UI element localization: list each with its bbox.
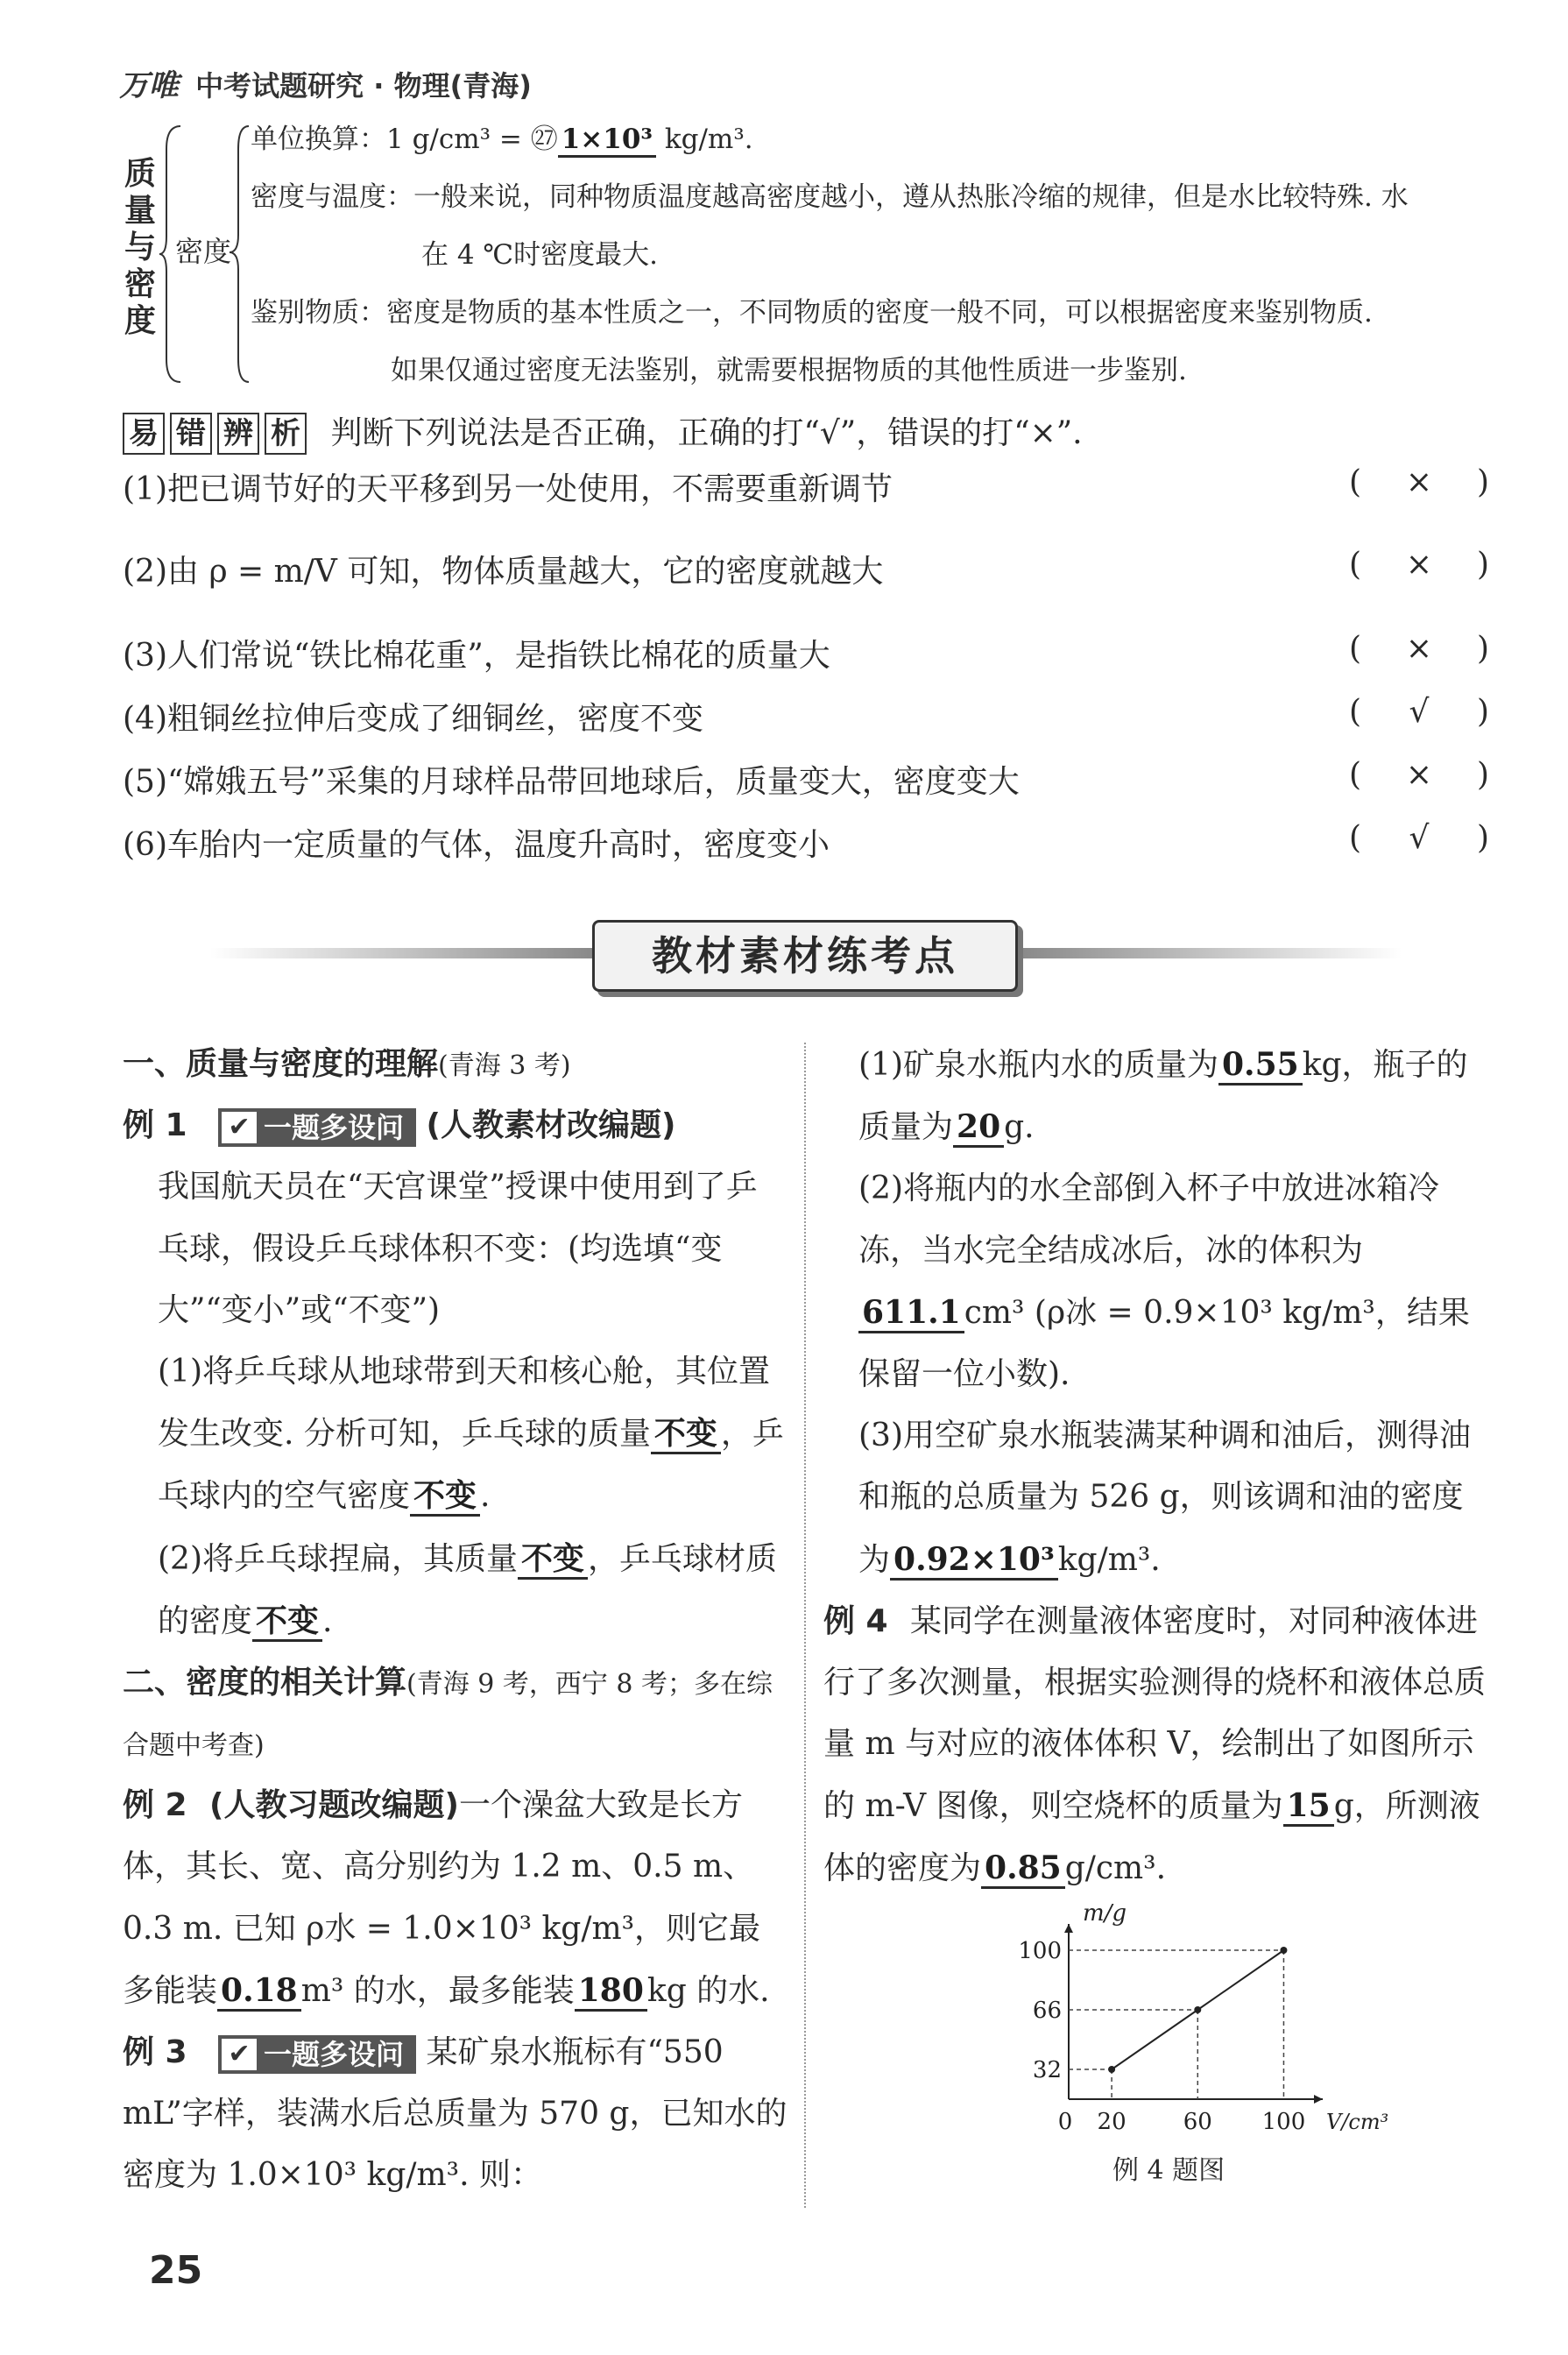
unit-answer: 1×10³: [558, 124, 656, 158]
example-3: 例 3 ✔ 一题多设问 某矿泉水瓶标有“550 mL”字样，装满水后总质量为 570 g，已知水的密度为 1.0×10³ kg/m³. 则：: [123, 2034, 788, 2194]
judgment-mark: √: [1409, 820, 1430, 856]
y-tick-label: 32: [1032, 2057, 1062, 2083]
x-tick-label: 0: [1057, 2109, 1073, 2135]
judgment-mark: ×: [1405, 547, 1433, 583]
data-point: [1194, 2006, 1201, 2013]
ex3-q3: (3)用空矿泉水瓶装满某种调和油后，测得油和瓶的总质量为 526 g，则该调和油的密度为 0.92×10³ kg/m³.: [823, 1405, 1489, 1591]
y-axis-arrow: [1064, 1924, 1073, 1933]
mv-chart: [1016, 1900, 1389, 2143]
ex3-q1: (1)矿泉水瓶内水的质量为 0.55 kg，瓶子的质量为 20 g.: [823, 1034, 1489, 1158]
section-heading-1: 一、质量与密度的理解(青海 3 考): [123, 1046, 571, 1082]
example-2: 例 2 (人教习题改编题)一个澡盆大致是长方体，其长、宽、高分别约为 1.2 m、0.5 m、0.3 m. 已知 ρ水 = 1.0×10³ kg/m³，则它最多能装 0.18 m³ 的水，最多能装 180 kg 的水.: [123, 1775, 788, 2022]
multi-question-badge: ✔ 一题多设问: [218, 2035, 416, 2074]
judgment-mark: ×: [1405, 631, 1433, 667]
density-temp-line-2: 在 4 ℃时密度最大.: [421, 239, 658, 271]
figure-caption: 例 4 题图: [1112, 2155, 1225, 2186]
column-divider: [804, 1043, 806, 2208]
data-point: [1280, 1947, 1287, 1954]
page-number: 25: [149, 2248, 203, 2293]
summary-lines: [251, 110, 1409, 400]
section-banner: 教材素材练考点: [592, 920, 1018, 992]
x-tick-label: 100: [1261, 2109, 1306, 2135]
left-column: [123, 1034, 788, 2207]
y-tick-label: 66: [1032, 1998, 1062, 2024]
identify-line-2: 如果仅通过密度无法鉴别，就需要根据物质的其他性质进一步鉴别.: [391, 355, 1187, 386]
list-item: (4)粗铜丝拉伸后变成了细铜丝，密度不变 ( √ ): [123, 694, 1489, 737]
judgment-mark: ×: [1405, 464, 1433, 500]
yicuo-instruction: 判断下列说法是否正确，正确的打“√”，错误的打“×”.: [330, 415, 1083, 451]
list-item: (3)人们常说“铁比棉花重”，是指铁比棉花的质量大 ( × ): [123, 631, 1489, 674]
x-axis-label: V/cm³: [1326, 2110, 1389, 2134]
section-rule-right: [1016, 948, 1402, 958]
header-title: 中考试题研究 · 物理(青海): [195, 69, 532, 103]
example-1: 例 1 ✔ 一题多设问 (人教素材改编题): [123, 1095, 788, 1156]
list-item: (6)车胎内一定质量的气体，温度升高时，密度变小 ( √ ): [123, 820, 1489, 863]
data-point: [1108, 2066, 1115, 2073]
unit-conversion-line: 单位换算：1 g/cm³ = ㉗ 1×10³ kg/m³.: [251, 110, 1409, 168]
summary-branch: 密度: [175, 235, 232, 268]
list-item: (5)“嫦娥五号”采集的月球样品带回地球后，质量变大，密度变大 ( × ): [123, 757, 1489, 800]
y-tick-label: 100: [1018, 1938, 1062, 1964]
x-tick-label: 60: [1183, 2109, 1212, 2135]
brand-logo: 万唯: [119, 68, 179, 103]
section-rule-left: [210, 948, 596, 958]
check-icon: ✔: [222, 2039, 257, 2070]
identify-line: 鉴别物质：密度是物质的基本性质之一，不同物质的密度一般不同，可以根据密度来鉴别物质.: [251, 297, 1373, 329]
summary-topic: 质 量 与 密 度: [124, 156, 156, 339]
summary-brace-inner: [226, 123, 252, 385]
check-icon: ✔: [222, 1112, 257, 1143]
page-header: [119, 61, 532, 104]
example-4: 例 4 某同学在测量液体密度时，对同种液体进行了多次测量，根据实验测得的烧杯和液体总质量 m 与对应的液体体积 V，绘制出了如图所示的 m-V 图像，则空烧杯的质量为 15 g，所测液体的密度为 0.85 g/cm³.: [823, 1591, 1489, 1900]
ex1-body: 我国航天员在“天宫课堂”授课中使用到了乒乓球，假设乒乓球体积不变：(均选填“变大”“变小”或“不变”) (1)将乒乓球从地球带到天和核心舱，其位置发生改变. 分析可知，乒乓球的质量 不变 ，乒乓球内的空气密度 不变 . (2)将乒乓球捏扁，其质量 不变 ，乒乓球材质的密度 不变 .: [123, 1156, 788, 1652]
yicuo-header: 易 错 辨 析 判断下列说法是否正确，正确的打“√”，错误的打“×”.: [123, 408, 1083, 455]
x-axis-arrow: [1314, 2095, 1323, 2104]
judgment-mark: ×: [1405, 757, 1433, 793]
list-item: (2)由 ρ = m/V 可知，物体质量越大，它的密度就越大 ( × ): [123, 547, 1489, 590]
density-temp-line: 密度与温度：一般来说，同种物质温度越高密度越小，遵从热胀冷缩的规律，但是水比较特殊. 水: [251, 181, 1409, 213]
y-axis-label: m/g: [1083, 1900, 1127, 1927]
x-tick-label: 20: [1097, 2109, 1127, 2135]
list-item: (1)把已调节好的天平移到另一处使用，不需要重新调节 ( × ): [123, 464, 1489, 507]
right-column: [823, 1034, 1489, 1900]
judgment-mark: √: [1409, 694, 1430, 730]
ex3-q2: (2)将瓶内的水全部倒入杯子中放进冰箱冷冻，当水完全结成冰后，冰的体积为611.1 cm³ (ρ冰 = 0.9×10³ kg/m³，结果保留一位小数).: [858, 1170, 1470, 1392]
multi-question-badge: ✔ 一题多设问: [218, 1108, 416, 1147]
section-heading-2: 二、密度的相关计算(青海 9 考，西宁 8 考；多在综合题中考查): [123, 1664, 773, 1762]
